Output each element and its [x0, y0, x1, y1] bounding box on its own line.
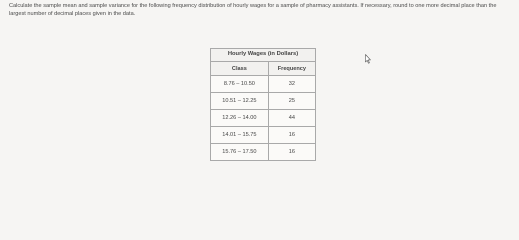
table-title: Hourly Wages (in Dollars): [210, 48, 316, 61]
table-row: [211, 76, 316, 93]
question-text: Calculate the sample mean and sample variance for the following frequency distribution of hourly wages for a sample of pharmacy assistants. If necessary, round to one more decimal place than the largest number of decimal places given in the data.: [9, 3, 497, 17]
class-cell: 8.76 – 10.50: [211, 76, 269, 93]
class-cell: 12.26 – 14.00: [211, 110, 269, 127]
table-row: [211, 110, 316, 127]
frequency-cell: 16: [268, 127, 315, 144]
table-row: [211, 127, 316, 144]
class-cell: 14.01 – 15.75: [211, 127, 269, 144]
hourly-wages-table: [210, 48, 316, 161]
table-header-row: [211, 62, 316, 76]
table-row: [211, 144, 316, 161]
mouse-pointer-icon: [365, 54, 371, 64]
column-header-class: Class: [211, 62, 269, 76]
class-cell: 10.51 – 12.25: [211, 93, 269, 110]
frequency-cell: 44: [268, 110, 315, 127]
table-row: [211, 93, 316, 110]
column-header-frequency: Frequency: [268, 62, 315, 76]
frequency-cell: 16: [268, 144, 315, 161]
frequency-cell: 25: [268, 93, 315, 110]
class-cell: 15.76 – 17.50: [211, 144, 269, 161]
frequency-cell: 32: [268, 76, 315, 93]
